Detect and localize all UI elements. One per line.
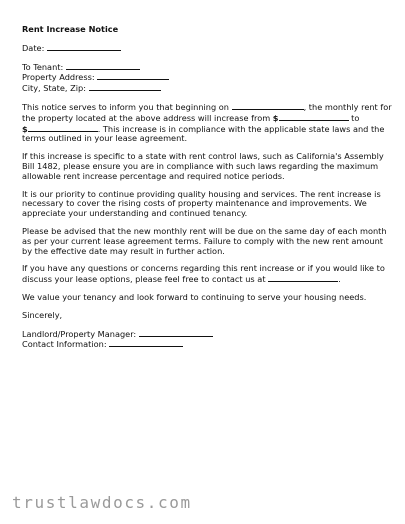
p3-line-2: necessary to cover the rising costs of property maintenance and improvements. We bbox=[22, 198, 367, 209]
date-line bbox=[22, 43, 384, 54]
contact-info-label: Contact Information: bbox=[22, 339, 107, 350]
contact-info-line bbox=[22, 339, 384, 350]
new-rent-blank[interactable] bbox=[28, 124, 98, 132]
p2-line-2: Bill 1482, please ensure you are in compliance with such laws regarding the maximum bbox=[22, 160, 379, 171]
paragraph-closing-thanks: We value your tenancy and look forward to continuing to serve your housing needs. bbox=[22, 291, 367, 302]
p1-text-4: . This increase is in compliance with the applicable state laws and the bbox=[97, 123, 385, 134]
p5-line-2: discuss your lease options, please feel free to contact us at bbox=[22, 274, 266, 285]
p3-line-3: appreciate your understanding and continued tenancy. bbox=[22, 208, 248, 219]
p4-line-3: by the effective date may result in further action. bbox=[22, 245, 225, 256]
p2-line-3: allowable rent increase percentage and required notice periods. bbox=[22, 170, 285, 181]
tenant-line bbox=[22, 62, 384, 73]
paragraph-rent-control bbox=[22, 152, 384, 181]
p1-to: to bbox=[351, 112, 360, 123]
p5-period: . bbox=[338, 274, 341, 285]
p2-line-1: If this increase is specific to a state with rent control laws, such as California's Assembly bbox=[22, 151, 384, 162]
document-title: Rent Increase Notice bbox=[22, 24, 119, 34]
to-tenant-label: To Tenant: bbox=[22, 61, 64, 72]
p1-text-3: the property located at the above address will increase from bbox=[22, 112, 271, 123]
paragraph-priority bbox=[22, 190, 384, 219]
p3-line-1: It is our priority to continue providing quality housing and services. The rent increase is bbox=[22, 188, 381, 199]
city-line bbox=[22, 83, 384, 94]
watermark: trustlawdocs.com bbox=[12, 493, 192, 512]
date-label: Date: bbox=[22, 42, 45, 53]
effective-date-blank[interactable] bbox=[232, 102, 304, 110]
landlord-label: Landlord/Property Manager: bbox=[22, 328, 137, 339]
paragraph-due-date bbox=[22, 225, 387, 256]
paragraph-contact bbox=[22, 264, 384, 285]
p4-line-2: as per your current lease agreement terms. Failure to comply with the new rent amount bbox=[22, 235, 383, 246]
contact-info-blank[interactable] bbox=[109, 339, 183, 347]
city-blank[interactable] bbox=[89, 83, 161, 91]
p1-text-1: This notice serves to inform you that beginning on bbox=[22, 101, 229, 112]
dollar-sign-2: $ bbox=[22, 123, 28, 134]
p4-line-1: Please be advised that the new monthly rent will be due on the same day of each month bbox=[22, 225, 387, 236]
p1-text-2: , the monthly rent for bbox=[303, 101, 392, 112]
city-state-zip-label: City, State, Zip: bbox=[22, 83, 86, 94]
dollar-sign-1: $ bbox=[272, 112, 279, 123]
closing-sincerely: Sincerely, bbox=[22, 309, 63, 320]
landlord-blank[interactable] bbox=[139, 329, 213, 337]
address-blank[interactable] bbox=[97, 72, 169, 80]
p1-text-5: terms outlined in your lease agreement. bbox=[22, 133, 188, 144]
p5-line-1: If you have any questions or concerns regarding this rent increase or if you would like to bbox=[22, 263, 385, 274]
address-line bbox=[22, 72, 384, 83]
contact-blank[interactable] bbox=[268, 274, 338, 282]
date-blank[interactable] bbox=[47, 43, 121, 51]
notice-document bbox=[22, 24, 392, 350]
paragraph-effective-date bbox=[22, 101, 392, 144]
property-address-label: Property Address: bbox=[22, 72, 95, 83]
landlord-line bbox=[22, 329, 384, 340]
tenant-blank[interactable] bbox=[66, 62, 140, 70]
old-rent-blank[interactable] bbox=[279, 113, 349, 121]
